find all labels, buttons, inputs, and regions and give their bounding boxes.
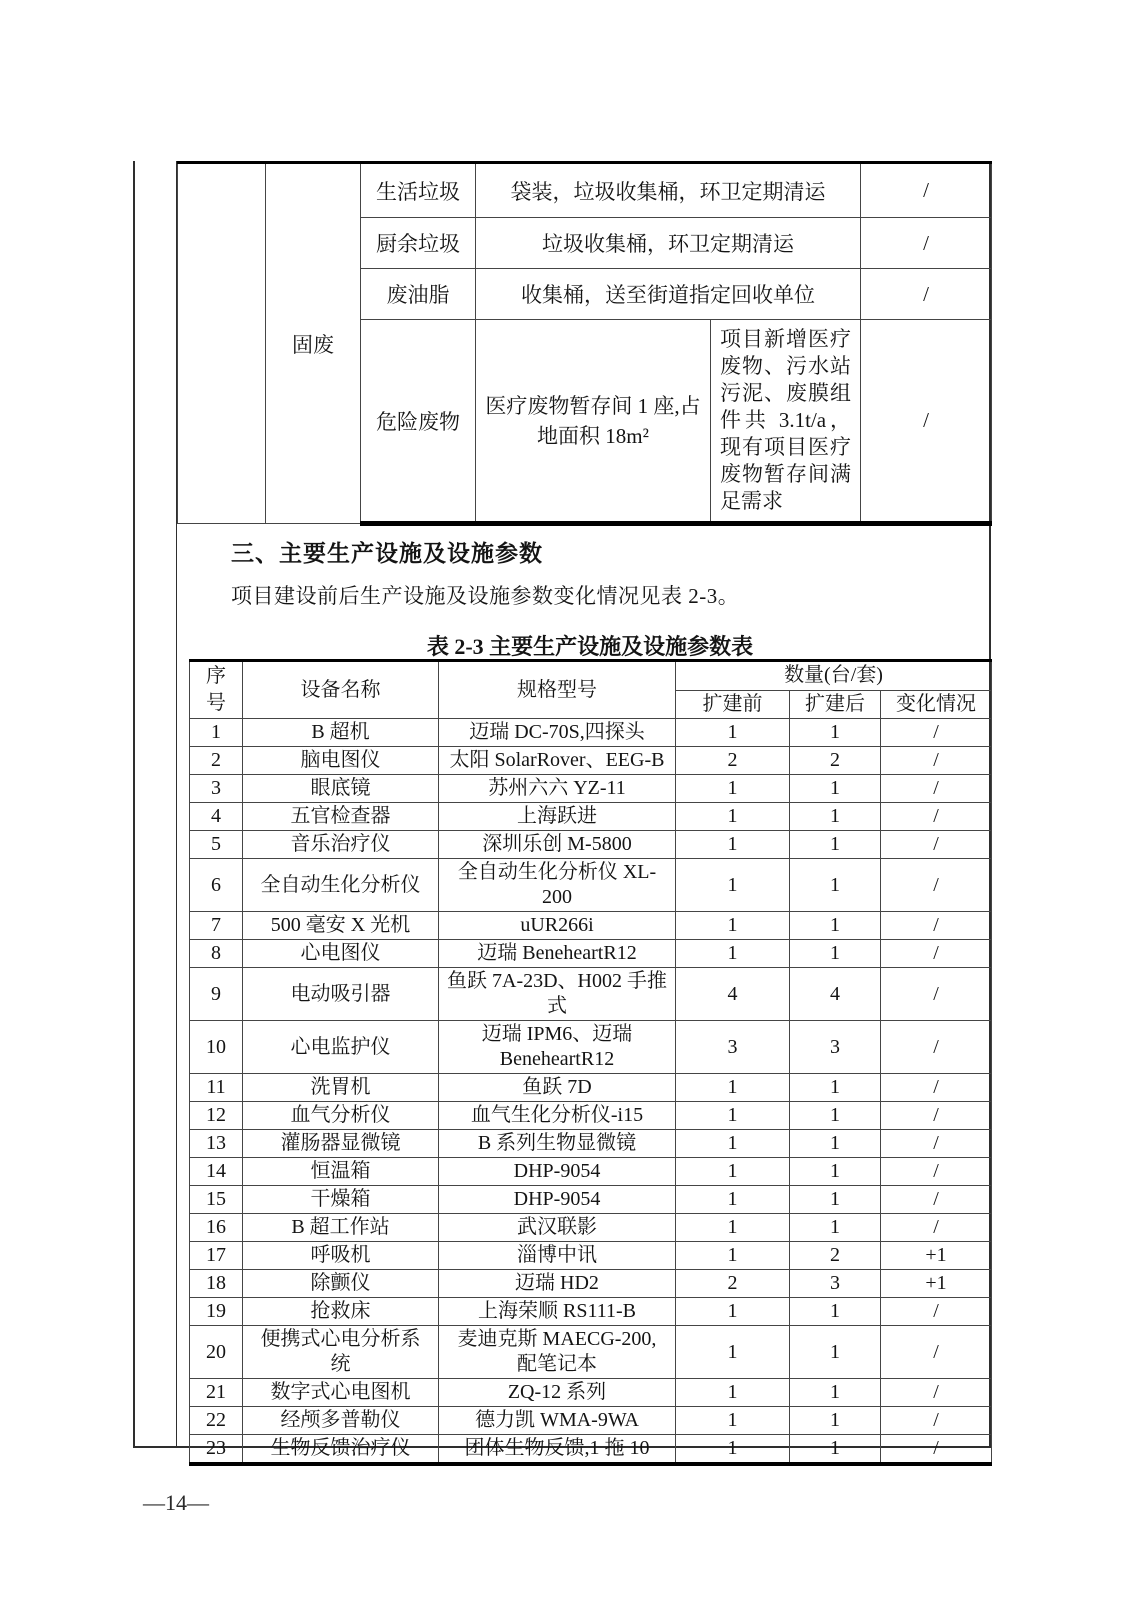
column-header-before: 扩建前	[676, 690, 790, 719]
waste-remark-cell: /	[861, 269, 992, 320]
cell-no: 18	[190, 1270, 243, 1298]
cell-after: 1	[790, 1326, 881, 1379]
cell-spec: 上海跃进	[439, 803, 676, 831]
cell-after: 1	[790, 1379, 881, 1407]
cell-after: 1	[790, 940, 881, 968]
cell-before: 1	[676, 803, 790, 831]
cell-spec: B 系列生物显微镜	[439, 1130, 676, 1158]
cell-before: 1	[676, 1074, 790, 1102]
cell-change: /	[881, 1186, 992, 1214]
waste-measure-cell: 袋装，垃圾收集桶，环卫定期清运	[476, 163, 861, 218]
cell-spec: 淄博中讯	[439, 1242, 676, 1270]
cell-change: /	[881, 1130, 992, 1158]
table-row	[190, 1021, 992, 1074]
column-header-no-label: 序号	[206, 665, 226, 714]
cell-name: 眼底镜	[243, 775, 439, 803]
waste-note-cell: 项目新增医疗废物、污水站污泥、废膜组件共 3.1t/a，现有项目医疗废物暂存间满足需求	[711, 320, 861, 524]
cell-name: 干燥箱	[243, 1186, 439, 1214]
table-row	[190, 775, 992, 803]
waste-type-cell: 危险废物	[361, 320, 476, 524]
cell-no: 12	[190, 1102, 243, 1130]
cell-name: 除颤仪	[243, 1270, 439, 1298]
cell-spec: ZQ-12 系列	[439, 1379, 676, 1407]
cell-after: 1	[790, 803, 881, 831]
table-row	[190, 1326, 992, 1379]
cell-change: /	[881, 1158, 992, 1186]
table-row	[190, 1270, 992, 1298]
cell-before: 1	[676, 859, 790, 912]
cell-after: 1	[790, 859, 881, 912]
cell-no: 21	[190, 1379, 243, 1407]
cell-no: 8	[190, 940, 243, 968]
cell-spec: 迈瑞 DC-70S,四探头	[439, 719, 676, 747]
cell-change: /	[881, 831, 992, 859]
cell-before: 1	[676, 1298, 790, 1326]
waste-remark-cell: /	[861, 218, 992, 269]
cell-after: 2	[790, 747, 881, 775]
cell-after: 1	[790, 831, 881, 859]
cell-no: 10	[190, 1021, 243, 1074]
waste-remark-cell: /	[861, 163, 992, 218]
cell-before: 1	[676, 1242, 790, 1270]
cell-before: 3	[676, 1021, 790, 1074]
cell-change: +1	[881, 1270, 992, 1298]
cell-no: 19	[190, 1298, 243, 1326]
cell-change: /	[881, 940, 992, 968]
cell-change: /	[881, 1214, 992, 1242]
cell-no: 17	[190, 1242, 243, 1270]
table-row	[190, 1298, 992, 1326]
cell-no: 16	[190, 1214, 243, 1242]
table-row	[190, 719, 992, 747]
waste-type-cell: 废油脂	[361, 269, 476, 320]
cell-name: 全自动生化分析仪	[243, 859, 439, 912]
cell-spec: 血气生化分析仪-i15	[439, 1102, 676, 1130]
cell-before: 1	[676, 775, 790, 803]
cell-spec: 鱼跃 7A-23D、H002 手推式	[439, 968, 676, 1021]
table-row	[190, 803, 992, 831]
cell-name: 洗胃机	[243, 1074, 439, 1102]
table-row	[190, 859, 992, 912]
waste-category-cell: 固废	[266, 163, 361, 524]
column-header-spec: 规格型号	[439, 661, 676, 719]
table-row	[190, 747, 992, 775]
cell-no: 2	[190, 747, 243, 775]
cell-name: B 超机	[243, 719, 439, 747]
cell-before: 1	[676, 1186, 790, 1214]
equipment-table-body	[190, 719, 992, 1465]
cell-spec: 迈瑞 BeneheartR12	[439, 940, 676, 968]
cell-after: 1	[790, 1102, 881, 1130]
cell-change: /	[881, 1379, 992, 1407]
cell-spec: 德力凯 WMA-9WA	[439, 1407, 676, 1435]
column-header-after: 扩建后	[790, 690, 881, 719]
cell-spec: 团体生物反馈,1 拖 10	[439, 1435, 676, 1465]
cell-name: 生物反馈治疗仪	[243, 1435, 439, 1465]
waste-type-cell: 厨余垃圾	[361, 218, 476, 269]
waste-measure-cell: 医疗废物暂存间 1 座,占地面积 18m²	[476, 320, 711, 524]
cell-after: 1	[790, 1298, 881, 1326]
cell-change: /	[881, 912, 992, 940]
table-row	[190, 1158, 992, 1186]
table-row	[190, 968, 992, 1021]
cell-change: /	[881, 1407, 992, 1435]
table-row	[190, 1214, 992, 1242]
cell-before: 1	[676, 1407, 790, 1435]
cell-no: 5	[190, 831, 243, 859]
column-header-change: 变化情况	[881, 690, 992, 719]
cell-change: /	[881, 803, 992, 831]
cell-change: /	[881, 1298, 992, 1326]
cell-before: 1	[676, 1158, 790, 1186]
page-number: —14—	[143, 1490, 209, 1515]
table-row	[190, 1435, 992, 1465]
cell-name: 经颅多普勒仪	[243, 1407, 439, 1435]
cell-before: 1	[676, 1214, 790, 1242]
column-header-no	[190, 661, 243, 719]
cell-no: 15	[190, 1186, 243, 1214]
cell-change: /	[881, 719, 992, 747]
table-row	[190, 912, 992, 940]
cell-before: 1	[676, 1435, 790, 1465]
table-row	[178, 163, 992, 218]
cell-change: /	[881, 1326, 992, 1379]
cell-spec: DHP-9054	[439, 1186, 676, 1214]
column-header-name: 设备名称	[243, 661, 439, 719]
cell-change: +1	[881, 1242, 992, 1270]
table-row	[190, 1130, 992, 1158]
cell-no: 6	[190, 859, 243, 912]
table-row	[190, 940, 992, 968]
cell-spec: 深圳乐创 M-5800	[439, 831, 676, 859]
cell-spec: 鱼跃 7D	[439, 1074, 676, 1102]
cell-name: 血气分析仪	[243, 1102, 439, 1130]
waste-remark-cell: /	[861, 320, 992, 524]
cell-before: 4	[676, 968, 790, 1021]
cell-no: 14	[190, 1158, 243, 1186]
cell-name: 心电图仪	[243, 940, 439, 968]
cell-name: 便携式心电分析系统	[243, 1326, 439, 1379]
cell-change: /	[881, 859, 992, 912]
cell-before: 2	[676, 747, 790, 775]
cell-name: 恒温箱	[243, 1158, 439, 1186]
cell-after: 1	[790, 1186, 881, 1214]
waste-table	[177, 161, 992, 526]
outer-frame-left-border	[133, 161, 135, 1448]
cell-spec: DHP-9054	[439, 1158, 676, 1186]
cell-no: 9	[190, 968, 243, 1021]
waste-measure-cell: 垃圾收集桶，环卫定期清运	[476, 218, 861, 269]
table-row	[190, 1074, 992, 1102]
cell-after: 1	[790, 1407, 881, 1435]
cell-after: 1	[790, 719, 881, 747]
table-row	[190, 1379, 992, 1407]
cell-after: 1	[790, 1214, 881, 1242]
cell-change: /	[881, 1074, 992, 1102]
cell-before: 1	[676, 912, 790, 940]
table-row	[190, 831, 992, 859]
cell-no: 11	[190, 1074, 243, 1102]
cell-spec: 武汉联影	[439, 1214, 676, 1242]
cell-name: 灌肠器显微镜	[243, 1130, 439, 1158]
cell-after: 1	[790, 775, 881, 803]
waste-measure-cell: 收集桶，送至街道指定回收单位	[476, 269, 861, 320]
cell-no: 22	[190, 1407, 243, 1435]
waste-type-cell: 生活垃圾	[361, 163, 476, 218]
cell-name: B 超工作站	[243, 1214, 439, 1242]
equipment-table	[189, 659, 992, 1466]
cell-name: 脑电图仪	[243, 747, 439, 775]
cell-name: 五官检查器	[243, 803, 439, 831]
cell-change: /	[881, 747, 992, 775]
cell-before: 1	[676, 1379, 790, 1407]
cell-after: 1	[790, 1158, 881, 1186]
cell-no: 7	[190, 912, 243, 940]
cell-after: 1	[790, 912, 881, 940]
cell-spec: 全自动生化分析仪 XL-200	[439, 859, 676, 912]
table-row	[190, 1407, 992, 1435]
cell-no: 3	[190, 775, 243, 803]
cell-spec: 迈瑞 HD2	[439, 1270, 676, 1298]
waste-parent-cell-empty	[178, 163, 266, 524]
cell-no: 13	[190, 1130, 243, 1158]
cell-after: 3	[790, 1270, 881, 1298]
cell-spec: 太阳 SolarRover、EEG-B	[439, 747, 676, 775]
cell-before: 1	[676, 719, 790, 747]
cell-before: 1	[676, 940, 790, 968]
cell-before: 2	[676, 1270, 790, 1298]
cell-after: 2	[790, 1242, 881, 1270]
cell-spec: 苏州六六 YZ-11	[439, 775, 676, 803]
section-paragraph: 项目建设前后生产设施及设施参数变化情况见表 2-3。	[231, 584, 740, 608]
cell-spec: uUR266i	[439, 912, 676, 940]
cell-name: 音乐治疗仪	[243, 831, 439, 859]
cell-before: 1	[676, 1326, 790, 1379]
cell-no: 20	[190, 1326, 243, 1379]
cell-name: 呼吸机	[243, 1242, 439, 1270]
cell-after: 1	[790, 1074, 881, 1102]
cell-spec: 上海荣顺 RS111-B	[439, 1298, 676, 1326]
table-header-row	[190, 661, 992, 691]
cell-change: /	[881, 775, 992, 803]
cell-before: 1	[676, 1102, 790, 1130]
cell-spec: 麦迪克斯 MAECG-200, 配笔记本	[439, 1326, 676, 1379]
cell-name: 数字式心电图机	[243, 1379, 439, 1407]
cell-name: 500 毫安 X 光机	[243, 912, 439, 940]
table-row	[190, 1242, 992, 1270]
cell-change: /	[881, 968, 992, 1021]
cell-change: /	[881, 1435, 992, 1465]
cell-no: 1	[190, 719, 243, 747]
cell-name: 抢救床	[243, 1298, 439, 1326]
table-row	[190, 1186, 992, 1214]
cell-name: 电动吸引器	[243, 968, 439, 1021]
cell-before: 1	[676, 831, 790, 859]
column-header-quantity: 数量(台/套)	[676, 661, 992, 691]
cell-name: 心电监护仪	[243, 1021, 439, 1074]
table-caption: 表 2-3 主要生产设施及设施参数表	[426, 634, 754, 659]
cell-no: 4	[190, 803, 243, 831]
cell-after: 1	[790, 1435, 881, 1465]
cell-after: 1	[790, 1130, 881, 1158]
cell-after: 3	[790, 1021, 881, 1074]
cell-change: /	[881, 1021, 992, 1074]
cell-no: 23	[190, 1435, 243, 1465]
cell-before: 1	[676, 1130, 790, 1158]
cell-change: /	[881, 1102, 992, 1130]
section-heading: 三、主要生产设施及设施参数	[231, 541, 543, 566]
cell-after: 4	[790, 968, 881, 1021]
cell-spec: 迈瑞 IPM6、迈瑞 BeneheartR12	[439, 1021, 676, 1074]
table-row	[190, 1102, 992, 1130]
